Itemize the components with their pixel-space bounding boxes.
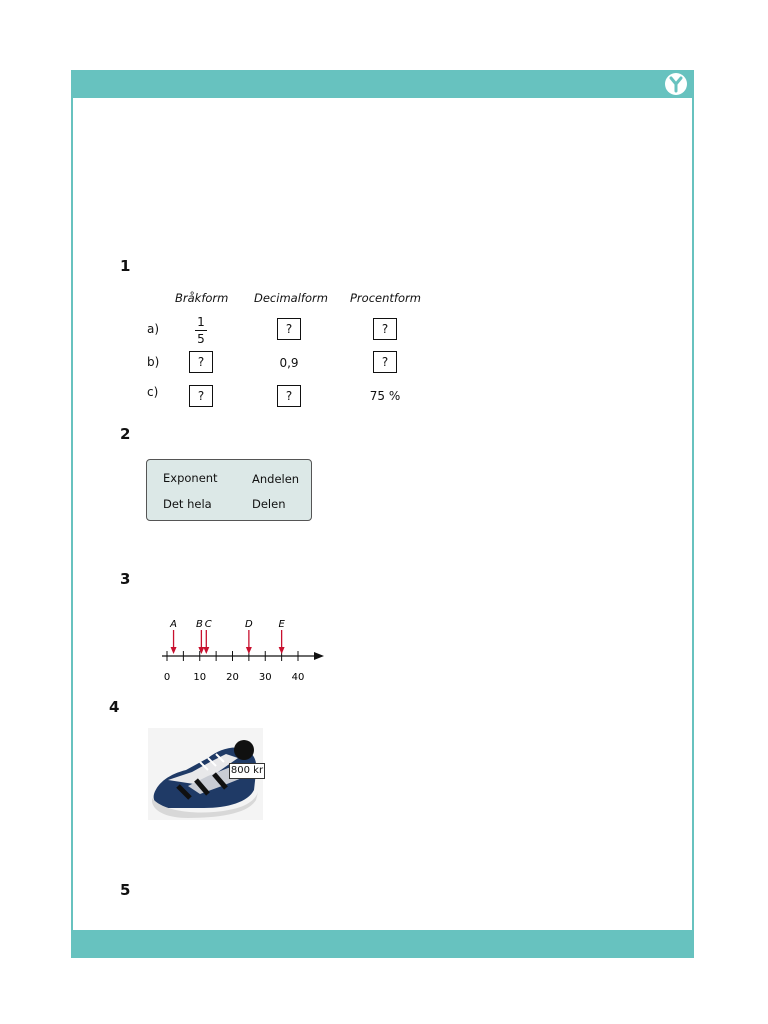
value-c-percent: 75 %: [369, 389, 401, 403]
header-bar: [71, 70, 694, 98]
number-line-tick-label: 30: [258, 672, 272, 683]
marker-label: B: [195, 619, 203, 630]
marker-c: [203, 619, 212, 654]
fraction-denominator: 5: [197, 332, 205, 346]
word-det-hela: Det hela: [163, 497, 212, 511]
marker-b: [196, 619, 204, 654]
marker-a: [169, 619, 177, 654]
marker-label: E: [278, 619, 285, 630]
marker-d: [245, 619, 253, 654]
answer-box-b-percent[interactable]: ?: [373, 351, 397, 373]
question-1-number: 1: [120, 257, 131, 275]
marker-e: [278, 619, 285, 654]
answer-box-a-decimal[interactable]: ?: [277, 318, 301, 340]
word-andelen: Andelen: [252, 472, 300, 486]
answer-box-c-decimal[interactable]: ?: [277, 385, 301, 407]
answer-box-c-fraction[interactable]: ?: [189, 385, 213, 407]
word-exponent: Exponent: [163, 471, 218, 485]
number-line-tick-label: 0: [163, 672, 171, 683]
value-b-decimal: 0,9: [279, 356, 299, 370]
number-line-tick-label: 20: [226, 672, 239, 683]
header-decimalform: Decimalform: [254, 291, 328, 305]
fraction-numerator: 1: [197, 315, 205, 329]
number-line: [150, 612, 340, 687]
number-line-tick-label: 10: [193, 672, 207, 683]
question-2-number: 2: [120, 425, 131, 443]
header-procentform: Procentform: [350, 291, 421, 305]
row-label-a: a): [147, 322, 160, 336]
fraction-bar: [195, 330, 207, 331]
footer-bar: [71, 930, 694, 958]
marker-label: C: [204, 619, 212, 630]
question-4-number: 4: [109, 698, 120, 716]
word-bank: [146, 459, 312, 521]
question-3-number: 3: [120, 570, 131, 588]
marker-label: D: [245, 619, 253, 630]
question-5-number: 5: [120, 881, 131, 899]
answer-box-b-fraction[interactable]: ?: [189, 351, 213, 373]
word-delen: Delen: [252, 497, 286, 511]
row-label-c: c): [147, 385, 159, 399]
header-brakform: Bråkform: [175, 291, 229, 305]
marker-label: A: [170, 619, 177, 630]
fraction-one-fifth: [191, 315, 211, 346]
answer-box-a-percent[interactable]: ?: [373, 318, 397, 340]
number-line-tick-label: 40: [291, 672, 305, 683]
price-tag: 800 kr: [229, 763, 265, 779]
brand-logo-icon: [664, 72, 688, 96]
row-label-b: b): [147, 355, 160, 369]
